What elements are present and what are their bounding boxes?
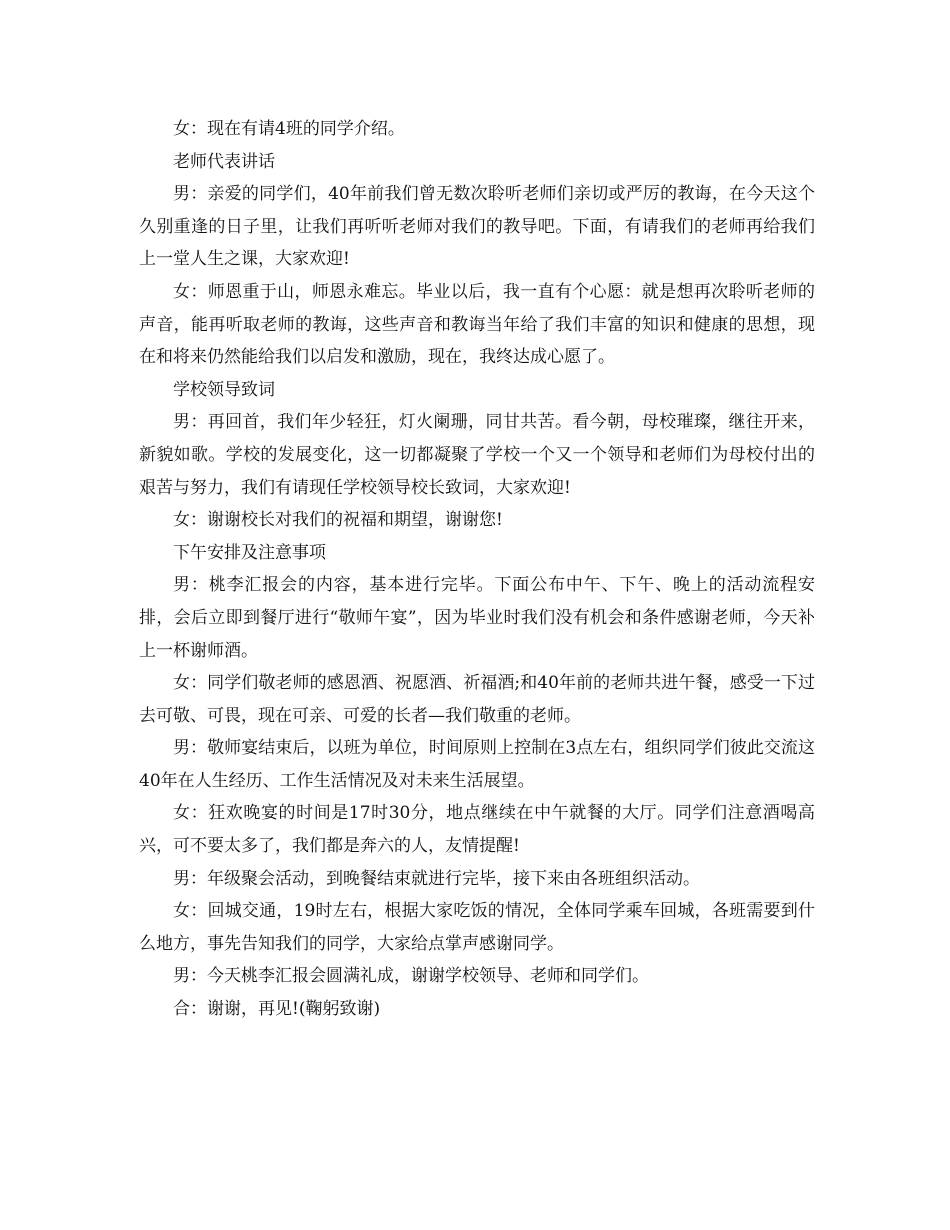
paragraph-class4-intro: 女：现在有请4班的同学介绍。 xyxy=(173,119,405,139)
paragraph-female-thanks-principal: 女：谢谢校长对我们的祝福和期望，谢谢您! xyxy=(173,510,503,531)
paragraph-male-class-exchange: 男：敬师宴结束后，以班为单位，时间原则上控制在3点左右，组织同学们彼此交流这40年在人生经历、工作生活情况及对未来生活展望。 xyxy=(139,738,815,791)
paragraph-female-teacher-gratitude: 女：师恩重于山，师恩永难忘。毕业以后，我一直有个心愿：就是想再次聆听老师的声音，能再听取老师的教诲，这些声音和教诲当年给了我们丰富的知识和健康的思想，现在和将来仍然能给我们以启发和激励，现在，我终达成心愿了。 xyxy=(139,281,815,368)
paragraph-male-teacher-intro: 男：亲爱的同学们，40年前我们曾无数次聆听老师们亲切或严厉的教诲，在今天这个久别重逢的日子里，让我们再听听老师对我们的教导吧。下面，有请我们的老师再给我们上一堂人生之课，大家欢迎! xyxy=(139,184,815,270)
paragraph-male-school-leader: 男：再回首，我们年少轻狂，灯火阑珊，同甘共苦。看今朝，母校璀璨，继往开来，新貌如歌。学校的发展变化，这一切都凝聚了学校一个又一个领导和老师们为母校付出的艰苦与努力，我们有请现任学校领导校长致词，大家欢迎! xyxy=(139,412,815,498)
paragraph-male-closing: 男：今天桃李汇报会圆满礼成，谢谢学校领导、老师和同学们。 xyxy=(173,966,649,987)
paragraph-male-grade-activity: 男：年级聚会活动，到晚餐结束就进行完毕，接下来由各班组织活动。 xyxy=(173,868,700,889)
paragraph-male-schedule: 男：桃李汇报会的内容，基本进行完毕。下面公布中午、下午、晚上的活动流程安排，会后立即到餐厅进行“敬师午宴”，因为毕业时我们没有机会和条件感谢老师，今天补上一杯谢师酒。 xyxy=(139,575,815,661)
paragraph-female-dinner: 女：狂欢晚宴的时间是17时30分，地点继续在中午就餐的大厅。同学们注意酒喝高兴，可不要太多了，我们都是奔六的人，友情提醒! xyxy=(139,803,815,857)
section-heading-afternoon-schedule: 下午安排及注意事项 xyxy=(173,542,326,563)
section-heading-school-leader: 学校领导致词 xyxy=(173,379,275,400)
document-body xyxy=(139,113,815,1026)
paragraph-together-farewell: 合：谢谢，再见!(鞠躬致谢) xyxy=(173,999,381,1020)
section-heading-teacher-speech: 老师代表讲话 xyxy=(173,151,275,172)
paragraph-female-transport: 女：回城交通，19时左右，根据大家吃饭的情况，全体同学乘车回城，各班需要到什么地方，事先告知我们的同学，大家给点掌声感谢同学。 xyxy=(139,901,815,954)
paragraph-female-toast: 女：同学们敬老师的感恩酒、祝愿酒、祈福酒;和40年前的老师共进午餐，感受一下过去可敬、可畏，现在可亲、可爱的长者—我们敬重的老师。 xyxy=(139,673,815,726)
